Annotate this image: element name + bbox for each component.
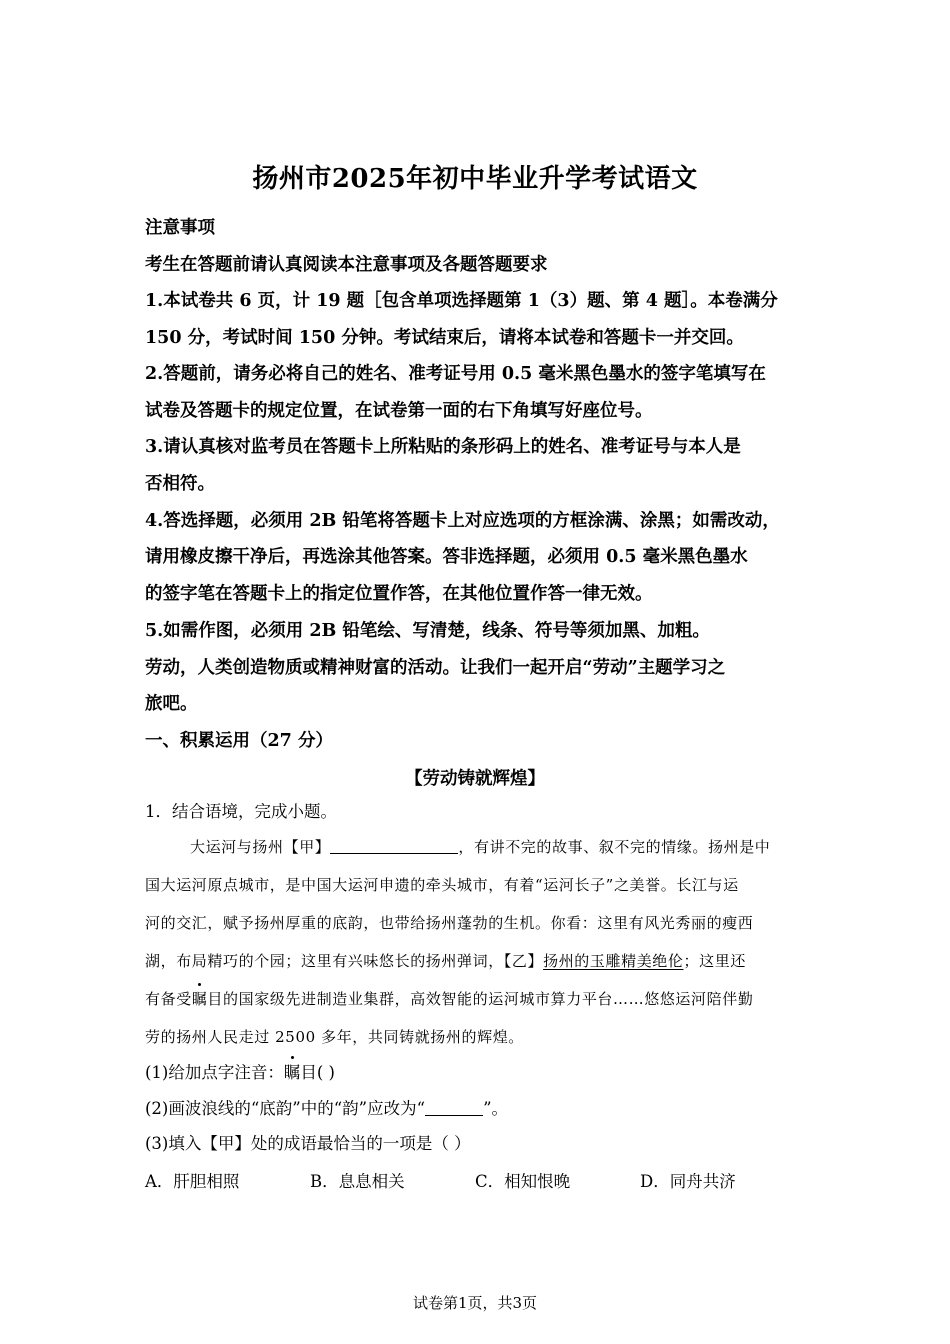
notes-heading: 注意事项 <box>145 218 215 238</box>
dotted-character: 瞩 <box>191 990 208 1008</box>
passage-text: ；这里还 <box>683 952 746 970</box>
passage-text: 目的国家级先进制造业集群，高效智能的运河城市算力平台……悠悠运河陪伴勤 <box>207 990 754 1008</box>
passage-line-4 <box>145 950 805 972</box>
option-b[interactable]: B．息息相关 <box>310 1172 405 1191</box>
notes-line-8: 请用橡皮擦干净后，再选涂其他答案。答非选择题，必须用 0.5 毫米黑色墨水 <box>145 547 748 567</box>
notes-line-7: 4.答选择题，必须用 2B 铅笔将答题卡上对应选项的方框涂满、涂黑；如需改动， <box>145 511 780 531</box>
notes-intro: 考生在答题前请认真阅读本注意事项及各题答题要求 <box>145 255 548 275</box>
notes-line-4: 试卷及答题卡的规定位置，在试卷第一面的右下角填写好座位号。 <box>145 401 653 421</box>
notes-line-9: 的签字笔在答题卡上的指定位置作答，在其他位置作答一律无效。 <box>145 584 653 604</box>
theme-intro-line-1: 劳动，人类创造物质或精神财富的活动。让我们一起开启“劳动”主题学习之 <box>145 658 726 678</box>
notes-line-10: 5.如需作图，必须用 2B 铅笔绘、写清楚，线条、符号等须加黑、加粗。 <box>145 621 710 641</box>
sub-question-text: (2)画波浪线的“底韵”中的“韵”应改为“ <box>145 1099 426 1118</box>
sub-question-2 <box>145 1097 825 1121</box>
passage-line-1 <box>190 836 850 858</box>
passage-text: ，有讲不完的故事、叙不完的情缘。扬州是中 <box>458 838 771 856</box>
option-a[interactable]: A．肝胆相照 <box>145 1172 240 1191</box>
notes-line-1: 1.本试卷共 6 页，计 19 题［包含单项选择题第 1（3）题、第 4 题］。本卷满分 <box>145 291 778 311</box>
notes-line-5: 3.请认真核对监考员在答题卡上所粘贴的条形码上的姓名、准考证号与本人是 <box>145 437 741 457</box>
passage-text: 大运河与扬州【甲】 <box>190 838 331 856</box>
answer-paren[interactable]: 目( ) <box>300 1063 335 1082</box>
passage-line-2: 国大运河原点城市，是中国大运河申遗的牵头城市，有着“运河长子”之美誉。长江与运 <box>145 876 739 894</box>
question-1-prompt: 1．结合语境，完成小题。 <box>145 802 337 821</box>
notes-line-2: 150 分，考试时间 150 分钟。考试结束后，请将本试卷和答题卡一并交回。 <box>145 328 744 348</box>
passage-text: 有备受 <box>145 990 192 1008</box>
sub-question-text: ”。 <box>483 1099 508 1118</box>
sub-question-1 <box>145 1061 825 1085</box>
passage-line-5 <box>145 988 805 1010</box>
page-footer: 试卷第1页，共3页 <box>412 1294 538 1312</box>
passage-line-6: 劳的扬州人民走过 2500 多年，共同铸就扬州的辉煌。 <box>145 1028 524 1046</box>
passage-text: 河的交汇，赋予扬州厚重的底韵，也带给扬州蓬勃的生机。你看：这里有风光秀丽的瘦西 <box>145 914 754 932</box>
notes-line-3: 2.答题前，请务必将自己的姓名、准考证号用 0.5 毫米黑色墨水的签字笔填写在 <box>145 364 766 384</box>
passage-text: 湖，布局精巧的个园；这里有兴味悠长的扬州弹词，【乙】 <box>145 952 544 970</box>
blank-jia[interactable] <box>330 837 458 854</box>
theme-intro-line-2: 旅吧。 <box>145 694 198 714</box>
answer-blank[interactable] <box>425 1099 483 1116</box>
dotted-character: 瞩 <box>284 1061 301 1085</box>
sub-question-text: (1)给加点字注音： <box>145 1063 284 1082</box>
passage-line-3 <box>145 912 805 934</box>
sub-question-3: (3)填入【甲】处的成语最恰当的一项是（ ） <box>145 1134 471 1153</box>
section-heading: 一、积累运用（27 分） <box>145 731 333 751</box>
notes-line-6: 否相符。 <box>145 474 215 494</box>
option-d[interactable]: D．同舟共济 <box>640 1172 736 1191</box>
subsection-heading: 【劳动铸就辉煌】 <box>405 769 545 789</box>
page-title: 扬州市2025年初中毕业升学考试语文 <box>252 164 698 194</box>
underlined-sentence-yi: 扬州的玉雕精美绝伦 <box>543 952 684 970</box>
option-c[interactable]: C．相知恨晚 <box>475 1172 571 1191</box>
